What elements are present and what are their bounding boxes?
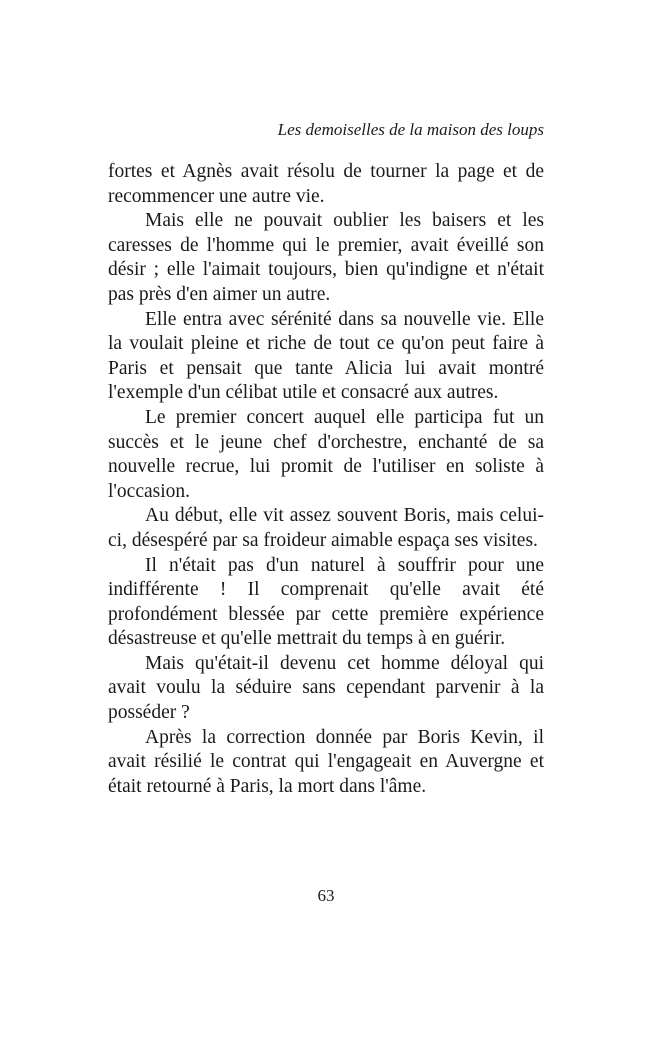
paragraph: Mais qu'était-il devenu cet homme déloyal qui avait voulu la séduire sans cependant parvenir à la posséder ? [108, 652, 544, 724]
running-header-title: Les demoiselles de la maison des loups [277, 120, 544, 139]
paragraph: Mais elle ne pouvait oublier les baisers et les caresses de l'homme qui le premier, avait éveillé son désir ; elle l'aimait toujours, bien qu'indigne et n'était pas près d'en aimer un autre. [108, 210, 544, 305]
paragraph: Après la correction donnée par Boris Kevin, il avait résilié le contrat qui l'engageait en Auvergne et était retourné à Paris, la mort dans l'âme. [108, 726, 544, 797]
paragraph: Au début, elle vit assez souvent Boris, mais celui-ci, désespéré par sa froideur aimable espaça ses visites. [108, 505, 544, 551]
paragraph: Elle entra avec sérénité dans sa nouvelle vie. Elle la voulait pleine et riche de tout ce qu'on peut faire à Paris et pensait que tante Alicia lui avait montré l'exemple d'un célibat utile et consacré aux autres. [108, 308, 544, 404]
page-number: 63 [317, 886, 335, 905]
body-text [108, 160, 544, 799]
paragraph: Le premier concert auquel elle participa fut un succès et le jeune chef d'orchestre, enchanté de sa nouvelle recrue, lui promit de l'utiliser en soliste à l'occasion. [108, 406, 544, 502]
paragraph-continuation: fortes et Agnès avait résolu de tourner la page et de recommencer une autre vie. [108, 161, 544, 207]
paragraph: Il n'était pas d'un naturel à souffrir pour une indifférente ! Il comprenait qu'elle avait été profondément blessée par cette première expérience désastreuse et qu'elle mettrait du temps à en guérir. [108, 554, 544, 650]
